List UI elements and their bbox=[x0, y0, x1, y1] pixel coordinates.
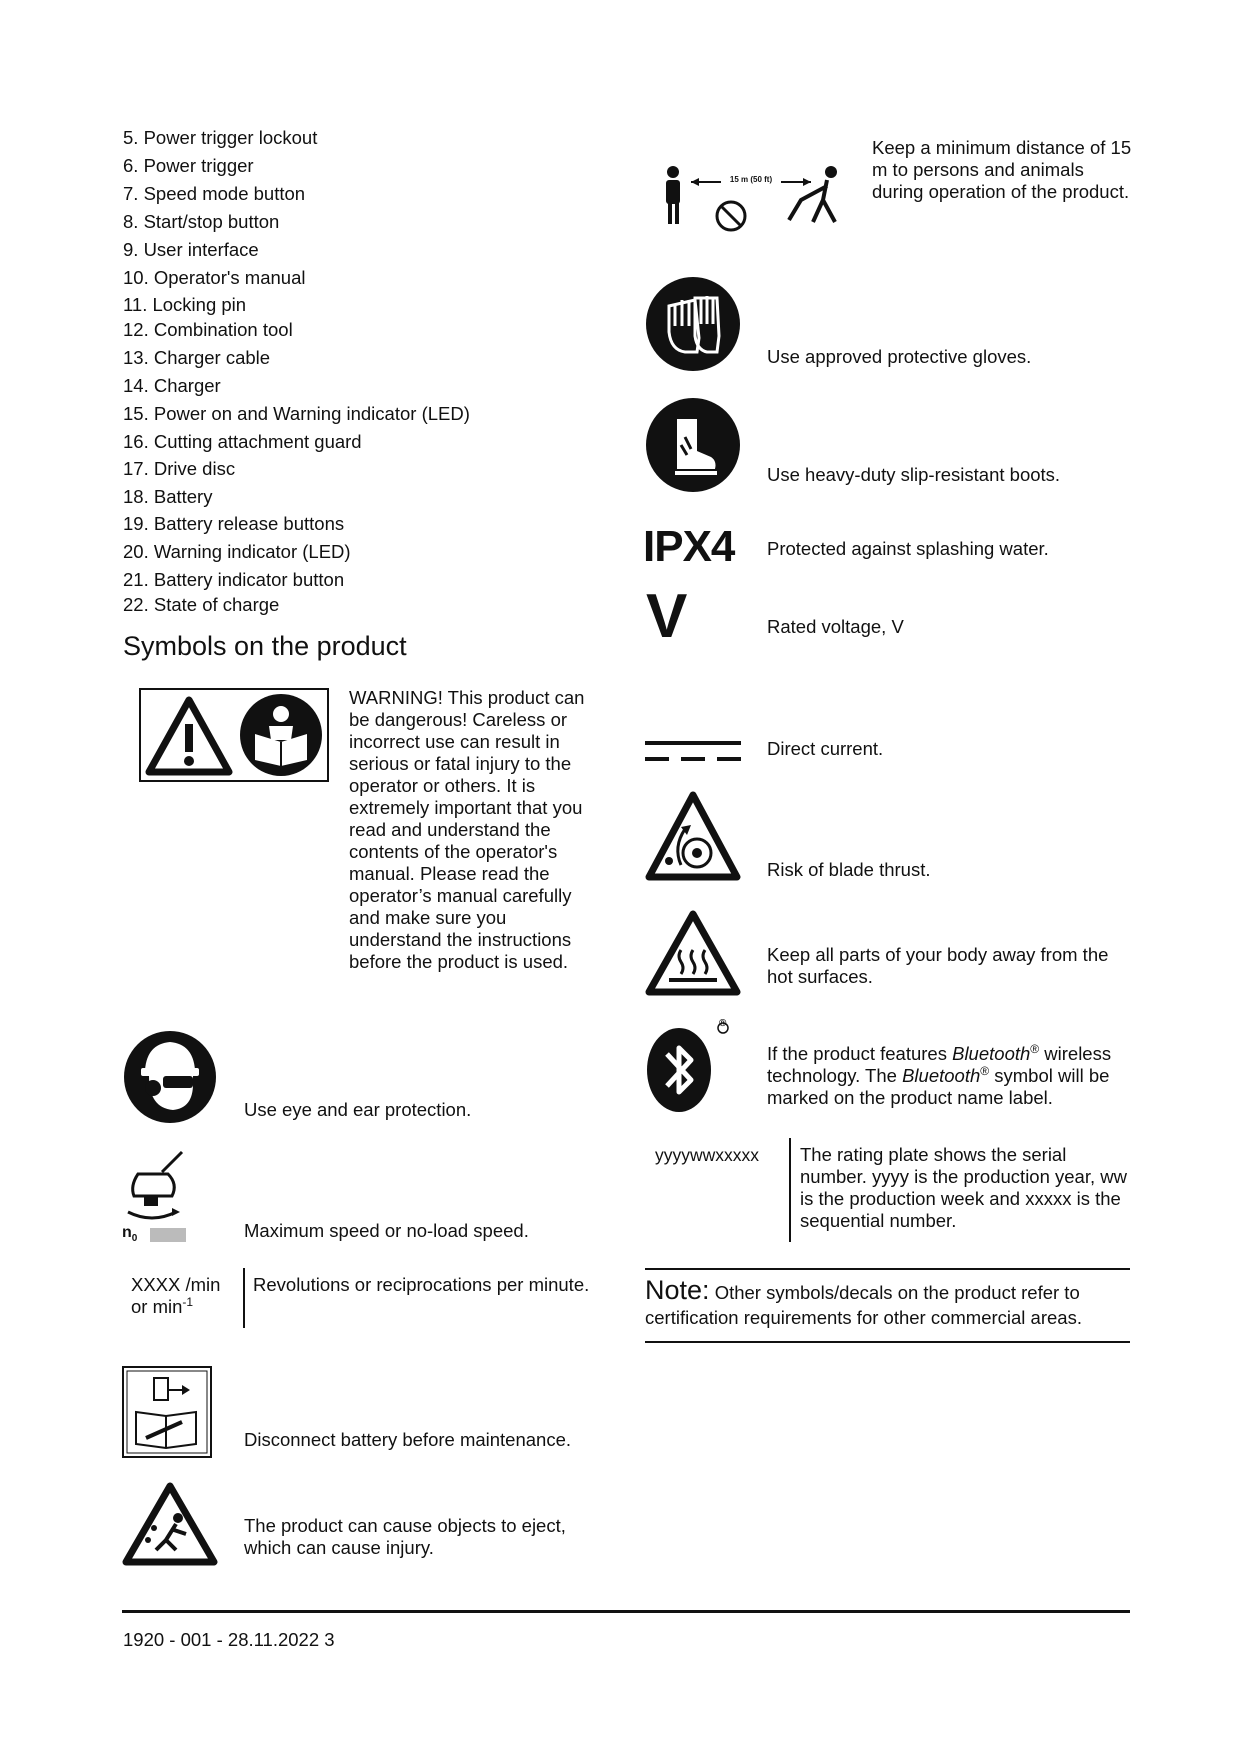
thrust-text: Risk of blade thrust. bbox=[767, 859, 931, 880]
max-speed-icon-sub: 0 bbox=[131, 1233, 138, 1245]
note-text: Other symbols/decals on the product refer to certification requirements for other commercial areas. bbox=[645, 1282, 1082, 1328]
list-item: 17. Drive disc bbox=[123, 458, 236, 479]
disconnect-battery-icon bbox=[122, 1366, 212, 1458]
protective-gloves-icon bbox=[645, 276, 741, 372]
list-item: 9. User interface bbox=[123, 239, 259, 260]
rpm-text: Revolutions or reciprocations per minute. bbox=[253, 1274, 590, 1295]
note-rule-bottom bbox=[645, 1341, 1130, 1343]
rpm-unit-exp: -1 bbox=[182, 1294, 194, 1309]
voltage-text: Rated voltage, V bbox=[767, 616, 904, 637]
bt-word: Bluetooth bbox=[902, 1065, 981, 1086]
objects-eject-icon bbox=[122, 1482, 218, 1566]
rpm-divider bbox=[243, 1268, 245, 1328]
bt-word: Bluetooth bbox=[952, 1043, 1031, 1064]
voltage-icon: V bbox=[646, 582, 688, 651]
list-item: 19. Battery release buttons bbox=[123, 513, 345, 534]
bt-mid: wireless technology. The bbox=[767, 1043, 1112, 1086]
list-item: 7. Speed mode button bbox=[123, 183, 306, 204]
footer-text: 1920 - 001 - 28.11.2022 3 bbox=[123, 1629, 335, 1650]
safety-boots-icon bbox=[645, 397, 741, 493]
distance-text: Keep a minimum distance of 15 m to persons and animals during operation of the product. bbox=[872, 137, 1132, 202]
boots-text: Use heavy-duty slip-resistant boots. bbox=[767, 464, 1061, 485]
disconnect-text: Disconnect battery before maintenance. bbox=[244, 1429, 572, 1450]
bt-pre: If the product features bbox=[767, 1043, 947, 1064]
footer-rule bbox=[122, 1610, 1130, 1613]
list-item: 15. Power on and Warning indicator (LED) bbox=[123, 403, 470, 424]
list-item: 16. Cutting attachment guard bbox=[123, 431, 362, 452]
list-item: 10. Operator's manual bbox=[123, 267, 306, 288]
serial-divider bbox=[789, 1138, 791, 1242]
list-item: 18. Battery bbox=[123, 486, 213, 507]
list-item: 22. State of charge bbox=[123, 594, 280, 615]
dc-text: Direct current. bbox=[767, 738, 884, 759]
list-item: 8. Start/stop button bbox=[123, 211, 280, 232]
bt-reg: ® bbox=[980, 1063, 990, 1078]
list-item: 12. Combination tool bbox=[123, 319, 293, 340]
bluetooth-text bbox=[767, 1043, 1141, 1109]
max-speed-icon-label: n bbox=[122, 1224, 132, 1241]
ipx4-text: Protected against splashing water. bbox=[767, 538, 1049, 559]
list-item: 13. Charger cable bbox=[123, 347, 271, 368]
ipx4-icon: IPX4 bbox=[643, 522, 735, 571]
list-item: 11. Locking pin bbox=[123, 294, 247, 315]
gloves-text: Use approved protective gloves. bbox=[767, 346, 1032, 367]
list-item: 21. Battery indicator button bbox=[123, 569, 345, 590]
rpm-unit bbox=[131, 1274, 220, 1318]
rpm-unit-line1: XXXX /min bbox=[131, 1274, 221, 1295]
direct-current-icon bbox=[645, 738, 741, 764]
list-item: 5. Power trigger lockout bbox=[123, 127, 318, 148]
bt-post: symbol will be marked on the product name label. bbox=[767, 1065, 1110, 1108]
list-item: 14. Charger bbox=[123, 375, 221, 396]
eject-text: The product can cause objects to eject, which can cause injury. bbox=[244, 1515, 566, 1558]
serial-code: yyyywwxxxxx bbox=[655, 1145, 760, 1165]
max-speed-text: Maximum speed or no-load speed. bbox=[244, 1220, 529, 1241]
eye-ear-text: Use eye and ear protection. bbox=[244, 1099, 472, 1120]
hot-text: Keep all parts of your body away from the hot surfaces. bbox=[767, 944, 1109, 987]
bluetooth-registered-mark: ® bbox=[719, 1018, 727, 1029]
eye-ear-protection-icon bbox=[123, 1030, 217, 1124]
safety-distance-icon bbox=[651, 160, 851, 240]
bt-reg: ® bbox=[1030, 1041, 1040, 1056]
serial-text: The rating plate shows the serial number. yyyy is the production year, ww is the production week and xxxxx is the sequential number. bbox=[800, 1144, 1127, 1231]
warning-manual-icon bbox=[139, 688, 329, 782]
max-speed-icon bbox=[122, 1150, 192, 1245]
blade-thrust-icon bbox=[645, 791, 741, 881]
list-item: 20. Warning indicator (LED) bbox=[123, 541, 351, 562]
section-title: Symbols on the product bbox=[123, 631, 407, 661]
list-item: 6. Power trigger bbox=[123, 155, 254, 176]
note-rule-top bbox=[645, 1268, 1130, 1270]
rpm-unit-line2: or min bbox=[131, 1296, 183, 1317]
distance-label: 15 m (50 ft) bbox=[729, 175, 773, 184]
hot-surface-icon bbox=[645, 910, 741, 996]
bluetooth-icon bbox=[645, 1022, 731, 1114]
note bbox=[645, 1275, 1130, 1330]
note-title: Note: bbox=[645, 1275, 710, 1305]
warning-text: WARNING! This product can be dangerous! Careless or incorrect use can result in serious or fatal injury to the operator or others. It is extremely important that you read and understand the contents of the operator's manual. Please read the operator’s manual carefully and make sure you understand the instructions before the product is used. bbox=[349, 687, 585, 972]
